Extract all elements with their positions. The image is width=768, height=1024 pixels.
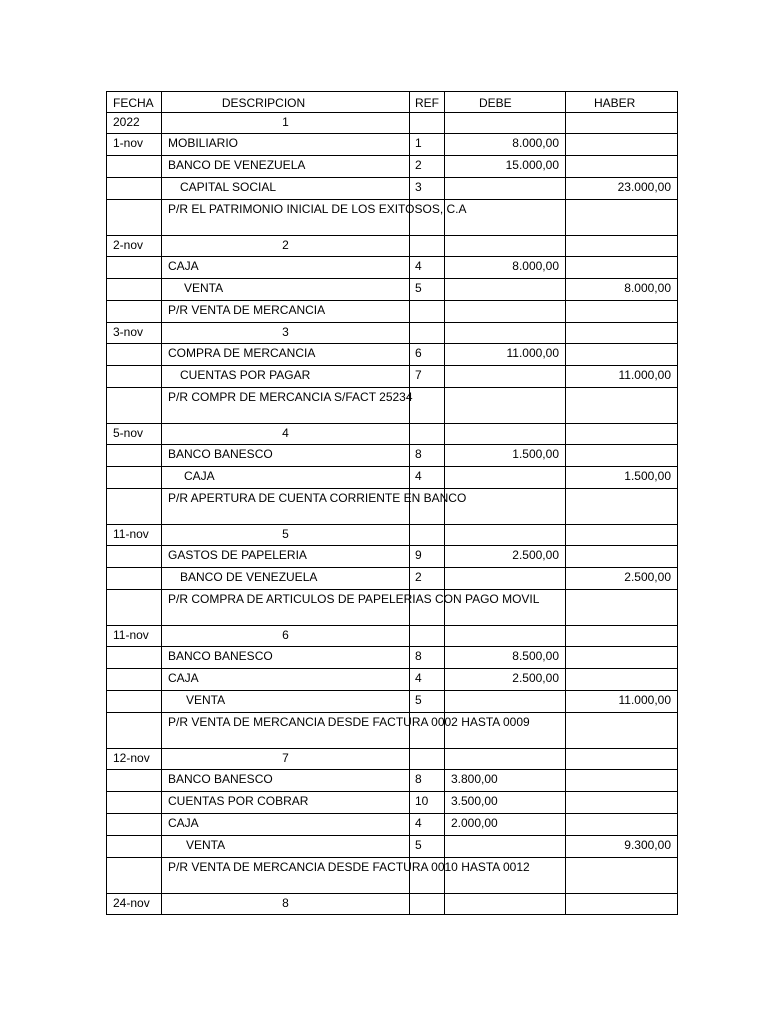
cell-descripcion: BANCO BANESCO	[162, 445, 410, 467]
cell-fecha	[107, 836, 162, 858]
entry-number-row	[107, 626, 678, 647]
cell-debe: 2.500,00	[445, 669, 566, 691]
cell-debe	[445, 894, 566, 915]
cell-fecha	[107, 647, 162, 669]
account-credit-label: BANCO DE VENEZUELA	[180, 570, 318, 584]
cell-ref: 8	[410, 445, 445, 467]
table-row	[107, 279, 678, 301]
cell-fecha	[107, 814, 162, 836]
cell-haber	[566, 323, 678, 344]
cell-fecha	[107, 691, 162, 713]
cell-ref: 2	[410, 156, 445, 178]
cell-descripcion: MOBILIARIO	[162, 134, 410, 156]
table-row	[107, 445, 678, 467]
cell-fecha: 24-nov	[107, 894, 162, 915]
entry-memo-row	[107, 200, 678, 236]
cell-fecha	[107, 388, 162, 424]
cell-descripcion: 1	[162, 113, 410, 134]
cell-debe	[445, 836, 566, 858]
cell-descripcion: P/R APERTURA DE CUENTA CORRIENTE EN BANCO	[162, 489, 410, 525]
entry-number-row	[107, 424, 678, 445]
table-row	[107, 301, 678, 323]
cell-debe	[445, 178, 566, 200]
entry-memo-row	[107, 713, 678, 749]
cell-fecha	[107, 590, 162, 626]
cell-fecha	[107, 178, 162, 200]
entry-number-row	[107, 894, 678, 915]
cell-haber	[566, 489, 678, 525]
cell-fecha	[107, 669, 162, 691]
cell-ref: 4	[410, 814, 445, 836]
cell-haber	[566, 200, 678, 236]
cell-haber	[566, 647, 678, 669]
entry-memo-row	[107, 489, 678, 525]
cell-ref	[410, 323, 445, 344]
cell-descripcion: 5	[162, 525, 410, 546]
cell-debe	[445, 424, 566, 445]
cell-debe	[445, 525, 566, 546]
cell-haber	[566, 424, 678, 445]
cell-ref: 9	[410, 546, 445, 568]
cell-ref: 7	[410, 366, 445, 388]
cell-haber	[566, 749, 678, 770]
cell-haber	[566, 894, 678, 915]
entry-number-row	[107, 236, 678, 257]
cell-haber	[566, 525, 678, 546]
account-credit-label: VENTA	[186, 838, 226, 852]
cell-fecha	[107, 200, 162, 236]
cell-debe: 8.000,00	[445, 134, 566, 156]
cell-descripcion: 3	[162, 323, 410, 344]
cell-descripcion	[162, 836, 410, 858]
header-fecha: FECHA	[107, 92, 162, 113]
cell-ref	[410, 894, 445, 915]
cell-fecha	[107, 257, 162, 279]
cell-fecha	[107, 489, 162, 525]
cell-fecha: 11-nov	[107, 525, 162, 546]
header-debe: DEBE	[445, 92, 566, 113]
cell-ref: 1	[410, 134, 445, 156]
cell-fecha	[107, 546, 162, 568]
cell-debe: 8.500,00	[445, 647, 566, 669]
table-row	[107, 156, 678, 178]
cell-haber	[566, 301, 678, 323]
account-credit-label: VENTA	[186, 693, 226, 707]
cell-haber	[566, 344, 678, 366]
cell-haber: 11.000,00	[566, 366, 678, 388]
cell-haber: 11.000,00	[566, 691, 678, 713]
cell-ref	[410, 301, 445, 323]
cell-haber	[566, 134, 678, 156]
account-credit-label: CUENTAS POR PAGAR	[180, 368, 311, 382]
cell-haber	[566, 814, 678, 836]
cell-descripcion: 6	[162, 626, 410, 647]
cell-ref: 10	[410, 792, 445, 814]
cell-ref: 5	[410, 691, 445, 713]
cell-haber: 8.000,00	[566, 279, 678, 301]
cell-haber	[566, 257, 678, 279]
cell-descripcion: 7	[162, 749, 410, 770]
cell-descripcion: CAJA	[162, 257, 410, 279]
table-row	[107, 546, 678, 568]
table-row	[107, 669, 678, 691]
cell-debe	[445, 113, 566, 134]
cell-haber	[566, 388, 678, 424]
cell-debe	[445, 388, 566, 424]
cell-descripcion: CAJA	[162, 814, 410, 836]
cell-descripcion	[162, 467, 410, 489]
journal-body	[107, 113, 678, 915]
account-credit-label: CAJA	[184, 469, 215, 483]
cell-descripcion: BANCO BANESCO	[162, 770, 410, 792]
cell-haber: 23.000,00	[566, 178, 678, 200]
cell-ref: 8	[410, 647, 445, 669]
cell-fecha	[107, 344, 162, 366]
journal-table	[106, 91, 678, 915]
cell-ref: 8	[410, 770, 445, 792]
cell-ref: 4	[410, 669, 445, 691]
cell-fecha: 3-nov	[107, 323, 162, 344]
cell-descripcion: P/R COMPRA DE ARTICULOS DE PAPELERIAS CON PAGO MOVIL	[162, 590, 410, 626]
cell-haber	[566, 770, 678, 792]
cell-fecha: 1-nov	[107, 134, 162, 156]
cell-ref: 5	[410, 279, 445, 301]
cell-ref: 2	[410, 568, 445, 590]
cell-fecha	[107, 467, 162, 489]
cell-ref: 5	[410, 836, 445, 858]
cell-fecha: 11-nov	[107, 626, 162, 647]
cell-debe	[445, 467, 566, 489]
table-row	[107, 814, 678, 836]
cell-debe: 3.800,00	[445, 770, 566, 792]
table-row	[107, 770, 678, 792]
cell-descripcion: COMPRA DE MERCANCIA	[162, 344, 410, 366]
header-row	[107, 92, 678, 113]
cell-fecha	[107, 279, 162, 301]
cell-haber	[566, 236, 678, 257]
cell-descripcion: 4	[162, 424, 410, 445]
cell-ref	[410, 388, 445, 424]
cell-fecha	[107, 858, 162, 894]
entry-memo-row	[107, 858, 678, 894]
cell-haber	[566, 713, 678, 749]
cell-fecha	[107, 792, 162, 814]
cell-fecha	[107, 770, 162, 792]
cell-debe: 3.500,00	[445, 792, 566, 814]
cell-haber	[566, 113, 678, 134]
cell-haber	[566, 590, 678, 626]
cell-fecha	[107, 301, 162, 323]
entry-memo-row	[107, 590, 678, 626]
entry-number-row	[107, 525, 678, 546]
cell-fecha: 2-nov	[107, 236, 162, 257]
cell-debe: 8.000,00	[445, 257, 566, 279]
cell-fecha: 2022	[107, 113, 162, 134]
cell-fecha	[107, 156, 162, 178]
cell-descripcion: P/R COMPR DE MERCANCIA S/FACT 25234	[162, 388, 410, 424]
cell-debe	[445, 301, 566, 323]
entry-number-row	[107, 113, 678, 134]
entry-number-row	[107, 323, 678, 344]
cell-haber	[566, 792, 678, 814]
cell-debe: 11.000,00	[445, 344, 566, 366]
cell-ref	[410, 626, 445, 647]
cell-haber: 9.300,00	[566, 836, 678, 858]
cell-descripcion: BANCO DE VENEZUELA	[162, 156, 410, 178]
cell-ref: 4	[410, 467, 445, 489]
cell-haber	[566, 858, 678, 894]
table-row	[107, 792, 678, 814]
cell-descripcion	[162, 279, 410, 301]
cell-descripcion: P/R VENTA DE MERCANCIA DESDE FACTURA 0010 HASTA 0012	[162, 858, 410, 894]
cell-descripcion: P/R VENTA DE MERCANCIA	[162, 301, 410, 323]
table-row	[107, 134, 678, 156]
entry-memo-row	[107, 388, 678, 424]
cell-fecha	[107, 568, 162, 590]
cell-haber: 1.500,00	[566, 467, 678, 489]
journal-header	[107, 92, 678, 113]
cell-debe	[445, 279, 566, 301]
cell-fecha	[107, 713, 162, 749]
cell-debe: 2.500,00	[445, 546, 566, 568]
cell-debe	[445, 691, 566, 713]
table-row	[107, 178, 678, 200]
cell-descripcion: CAJA	[162, 669, 410, 691]
table-row	[107, 344, 678, 366]
cell-ref	[410, 113, 445, 134]
table-row	[107, 467, 678, 489]
cell-debe	[445, 568, 566, 590]
header-ref: REF	[410, 92, 445, 113]
header-descripcion: DESCRIPCION	[162, 92, 410, 113]
cell-haber	[566, 626, 678, 647]
cell-debe: 15.000,00	[445, 156, 566, 178]
cell-haber	[566, 156, 678, 178]
cell-ref	[410, 749, 445, 770]
cell-debe: 1.500,00	[445, 445, 566, 467]
cell-fecha: 12-nov	[107, 749, 162, 770]
cell-descripcion: 2	[162, 236, 410, 257]
cell-debe: 2.000,00	[445, 814, 566, 836]
cell-descripcion	[162, 568, 410, 590]
cell-debe	[445, 236, 566, 257]
cell-fecha: 5-nov	[107, 424, 162, 445]
table-row	[107, 366, 678, 388]
cell-haber	[566, 546, 678, 568]
cell-descripcion	[162, 691, 410, 713]
cell-debe	[445, 626, 566, 647]
cell-haber	[566, 669, 678, 691]
cell-descripcion: P/R EL PATRIMONIO INICIAL DE LOS EXITOSOS, C.A	[162, 200, 410, 236]
cell-debe	[445, 366, 566, 388]
entry-number-row	[107, 749, 678, 770]
table-row	[107, 836, 678, 858]
account-credit-label: VENTA	[184, 281, 224, 295]
cell-descripcion: 8	[162, 894, 410, 915]
cell-descripcion	[162, 178, 410, 200]
cell-ref: 3	[410, 178, 445, 200]
cell-haber: 2.500,00	[566, 568, 678, 590]
cell-descripcion	[162, 366, 410, 388]
cell-descripcion: BANCO BANESCO	[162, 647, 410, 669]
cell-descripcion: GASTOS DE PAPELERIA	[162, 546, 410, 568]
table-row	[107, 647, 678, 669]
cell-ref: 4	[410, 257, 445, 279]
table-row	[107, 568, 678, 590]
cell-haber	[566, 445, 678, 467]
cell-ref	[410, 236, 445, 257]
header-haber: HABER	[566, 92, 678, 113]
cell-debe	[445, 323, 566, 344]
cell-descripcion: CUENTAS POR COBRAR	[162, 792, 410, 814]
cell-ref: 6	[410, 344, 445, 366]
account-credit-label: CAPITAL SOCIAL	[180, 180, 277, 194]
cell-ref	[410, 424, 445, 445]
cell-debe	[445, 749, 566, 770]
cell-fecha	[107, 445, 162, 467]
cell-fecha	[107, 366, 162, 388]
table-row	[107, 691, 678, 713]
cell-descripcion: P/R VENTA DE MERCANCIA DESDE FACTURA 0002 HASTA 0009	[162, 713, 410, 749]
table-row	[107, 257, 678, 279]
cell-ref	[410, 525, 445, 546]
